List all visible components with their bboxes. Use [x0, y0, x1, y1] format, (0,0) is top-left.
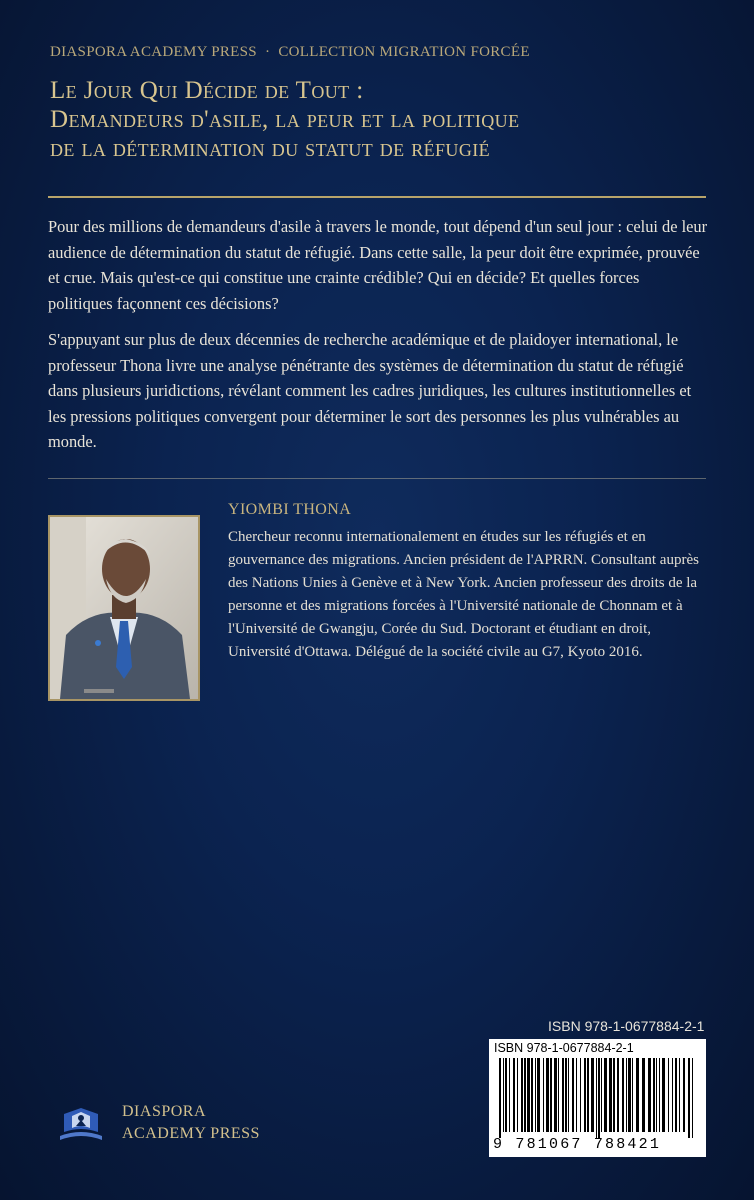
title-line-2: Demandeurs d'asile, la peur et la politique: [50, 106, 520, 133]
book-title: [50, 76, 710, 163]
barcode-bar: [584, 1058, 586, 1132]
series-publisher: DIASPORA ACADEMY PRESS: [50, 44, 257, 60]
barcode-bar: [675, 1058, 677, 1132]
barcode-bar: [543, 1058, 544, 1132]
publisher-line-2: ACADEMY PRESS: [122, 1125, 260, 1142]
barcode-bar: [613, 1058, 615, 1132]
barcode-bar: [524, 1058, 526, 1132]
barcode-bar: [688, 1058, 690, 1138]
barcode-bar: [679, 1058, 680, 1132]
barcode-bar: [509, 1058, 510, 1132]
barcode-bar: [609, 1058, 612, 1132]
barcode-bar: [503, 1058, 504, 1132]
barcode-bar: [527, 1058, 530, 1132]
barcode-bar: [591, 1058, 594, 1132]
barcode-bar: [632, 1058, 633, 1132]
barcode-bar: [558, 1058, 559, 1132]
barcode-bar: [628, 1058, 631, 1132]
barcode-bar: [622, 1058, 624, 1132]
barcode-bar: [617, 1058, 619, 1132]
barcode-bar: [626, 1058, 627, 1132]
author-photo: [48, 515, 200, 701]
barcode-bar: [576, 1058, 577, 1132]
barcode-bar: [601, 1058, 602, 1132]
barcode-bar: [648, 1058, 651, 1132]
barcode-bar: [580, 1058, 581, 1132]
barcode-bar: [535, 1058, 536, 1132]
series-separator: ·: [265, 44, 271, 60]
author-bio: Chercheur reconnu internationalement en études sur les réfugiés et en gouvernance des migrations. Ancien président de l'APRRN. Consultant auprès des Nations Unies à Genève et à New York. Ancien professeur des droits de la personne et des migrations forcées à l'Université nationale de Chonnam et à l'Université de Gwangju, Corée du Sud. Doctorant et étudiant en droit, Université d'Ottawa. Délégué de la société civile au G7, Kyoto 2016.: [228, 529, 699, 660]
barcode-bar: [683, 1058, 685, 1132]
title-line-3: de la détermination du statut de réfugié: [50, 135, 491, 162]
barcode-bar: [672, 1058, 673, 1132]
barcode-isbn-label: ISBN 978-1-0677884-2-1: [494, 1041, 634, 1055]
blurb: [48, 214, 708, 466]
barcode-bars: [497, 1058, 697, 1138]
barcode-bar: [596, 1058, 597, 1138]
blurb-paragraph-1: Pour des millions de demandeurs d'asile à travers le monde, tout dépend d'un seul jour : celui de leur audience de détermination du statut de réfugié. Dans cette salle, la peur doit être exprimée, prouvée et crue. Mais qu'est-ce qui constitue une crainte crédible? Qui en décide? Et quelles forces politiques façonnent ces décisions?: [48, 217, 708, 313]
barcode-bar: [546, 1058, 549, 1132]
barcode-bar: [499, 1058, 501, 1138]
series-line: [50, 44, 530, 61]
barcode: [489, 1039, 706, 1157]
barcode-bar: [642, 1058, 645, 1132]
barcode-bar: [517, 1058, 518, 1132]
barcode-bar: [636, 1058, 639, 1132]
author-name: YIOMBI THONA: [228, 501, 352, 518]
barcode-bar: [505, 1058, 507, 1132]
barcode-bar: [550, 1058, 552, 1132]
barcode-bar: [554, 1058, 557, 1132]
gold-divider: [48, 196, 706, 198]
barcode-bar: [572, 1058, 574, 1132]
barcode-bar: [521, 1058, 523, 1132]
barcode-bar: [604, 1058, 607, 1132]
author-portrait-image: [50, 517, 198, 699]
barcode-bar: [562, 1058, 564, 1132]
publisher-line-1: DIASPORA: [122, 1103, 207, 1120]
publisher-logo: [54, 1102, 108, 1149]
barcode-bar: [568, 1058, 569, 1132]
series-collection: COLLECTION MIGRATION FORCÉE: [278, 44, 530, 60]
thin-divider: [48, 478, 706, 479]
barcode-bar: [659, 1058, 660, 1132]
barcode-bar: [565, 1058, 567, 1132]
publisher-emblem-icon: [54, 1102, 108, 1144]
barcode-bar: [668, 1058, 669, 1132]
barcode-bar: [531, 1058, 533, 1132]
barcode-bar: [692, 1058, 693, 1138]
title-line-1: Le Jour Qui Décide de Tout :: [50, 77, 364, 104]
barcode-digits: 9 781067 788421: [493, 1136, 662, 1153]
barcode-bar: [598, 1058, 600, 1138]
barcode-bar: [653, 1058, 655, 1132]
barcode-bar: [537, 1058, 540, 1132]
barcode-bar: [513, 1058, 515, 1132]
publisher-name: [122, 1101, 260, 1145]
barcode-bar: [587, 1058, 589, 1132]
barcode-bar: [656, 1058, 657, 1132]
isbn-text: ISBN 978-1-0677884-2-1: [548, 1018, 705, 1034]
barcode-bar: [662, 1058, 665, 1132]
blurb-paragraph-2: S'appuyant sur plus de deux décennies de recherche académique et de plaidoyer international, le professeur Thona livre une analyse pénétrante des systèmes de détermination du statut de réfugié dans plusieurs juridictions, révélant comment les cadres juridiques, les cultures institutionnelles et les pressions politiques convergent pour déterminer le sort des personnes les plus vulnérables au monde.: [48, 330, 692, 451]
